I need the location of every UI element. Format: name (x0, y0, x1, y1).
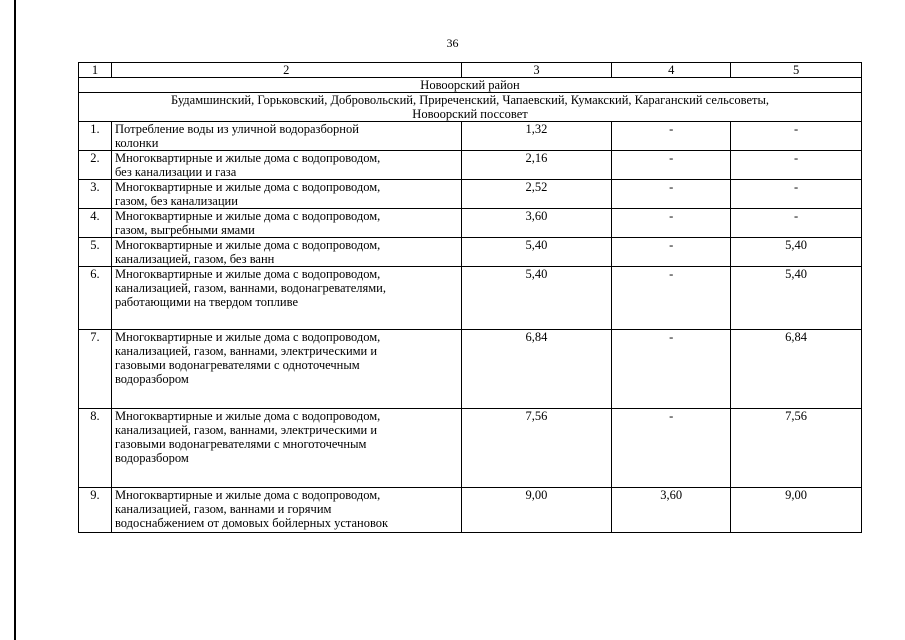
header-row (79, 63, 862, 78)
value-col-3: 9,00 (461, 488, 612, 533)
description-line: Многоквартирные и жилые дома с водопроводом, (114, 238, 381, 252)
left-margin-rule (14, 0, 16, 640)
row-number: 5. (79, 238, 112, 267)
row-number: 2. (79, 151, 112, 180)
description-line: газовыми водонагревателями с многоточечным (114, 437, 367, 451)
value-col-3: 6,84 (461, 330, 612, 409)
table-row (79, 122, 862, 151)
councils-row (79, 93, 862, 122)
row-description (111, 409, 461, 488)
row-number: 6. (79, 267, 112, 330)
value-col-5: 7,56 (731, 409, 862, 488)
row-description (111, 267, 461, 330)
description-line: Многоквартирные и жилые дома с водопроводом, (114, 180, 381, 194)
description-line: Многоквартирные и жилые дома с водопроводом, (114, 330, 381, 344)
value-col-5: 5,40 (731, 238, 862, 267)
value-col-3: 3,60 (461, 209, 612, 238)
value-col-4: - (612, 151, 731, 180)
value-col-4: 3,60 (612, 488, 731, 533)
value-col-4: - (612, 238, 731, 267)
row-number: 4. (79, 209, 112, 238)
value-col-4: - (612, 180, 731, 209)
description-line: канализацией, газом, ваннами, электрическими и (114, 344, 378, 358)
value-col-5: - (731, 151, 862, 180)
description-line: без канализации и газа (114, 165, 237, 179)
district-name: Новоорский район (79, 78, 862, 93)
value-col-5: - (731, 122, 862, 151)
value-col-5: - (731, 180, 862, 209)
description-line: водоразбором (114, 451, 189, 465)
description-line: канализацией, газом, ваннами, водонагревателями, (114, 281, 386, 295)
description-line: водоснабжением от домовых бойлерных установок (114, 516, 389, 530)
description-line: Многоквартирные и жилые дома с водопроводом, (114, 209, 381, 223)
value-col-4: - (612, 409, 731, 488)
description-line: водоразбором (114, 372, 189, 386)
value-col-5: 5,40 (731, 267, 862, 330)
row-description (111, 151, 461, 180)
district-row (79, 78, 862, 93)
description-line: Многоквартирные и жилые дома с водопроводом, (114, 409, 381, 423)
row-description (111, 180, 461, 209)
description-line: работающими на твердом топливе (114, 295, 298, 309)
description-line: Потребление воды из уличной водоразборной (114, 122, 359, 136)
description-line: газом, без канализации (114, 194, 238, 208)
councils-cell (79, 93, 862, 122)
description-line: канализацией, газом, ваннами и горячим (114, 502, 332, 516)
table-row (79, 330, 862, 409)
row-number: 1. (79, 122, 112, 151)
row-number: 7. (79, 330, 112, 409)
row-number: 9. (79, 488, 112, 533)
table-row (79, 238, 862, 267)
description-line: газом, выгребными ямами (114, 223, 255, 237)
header-cell-4: 4 (612, 63, 731, 78)
table-row (79, 180, 862, 209)
value-col-3: 7,56 (461, 409, 612, 488)
description-line: Многоквартирные и жилые дома с водопроводом, (114, 151, 381, 165)
header-cell-3: 3 (461, 63, 612, 78)
councils-line-1: Будамшинский, Горьковский, Добровольский, Приреченский, Чапаевский, Кумакский, Караганский сельсоветы, (170, 93, 770, 107)
row-description (111, 488, 461, 533)
value-col-3: 5,40 (461, 267, 612, 330)
header-cell-1: 1 (79, 63, 112, 78)
description-line: канализацией, газом, ваннами, электрическими и (114, 423, 378, 437)
value-col-5: 9,00 (731, 488, 862, 533)
table-row (79, 409, 862, 488)
table-row (79, 151, 862, 180)
value-col-5: 6,84 (731, 330, 862, 409)
value-col-4: - (612, 330, 731, 409)
norms-table (78, 62, 862, 533)
value-col-4: - (612, 122, 731, 151)
value-col-4: - (612, 267, 731, 330)
value-col-4: - (612, 209, 731, 238)
table-row (79, 267, 862, 330)
row-description (111, 330, 461, 409)
value-col-3: 5,40 (461, 238, 612, 267)
description-line: колонки (114, 136, 159, 150)
description-line: Многоквартирные и жилые дома с водопроводом, (114, 267, 381, 281)
description-line: Многоквартирные и жилые дома с водопроводом, (114, 488, 381, 502)
table-row (79, 209, 862, 238)
councils-line-2: Новоорский поссовет (412, 107, 528, 121)
description-line: канализацией, газом, без ванн (114, 252, 275, 266)
row-number: 8. (79, 409, 112, 488)
value-col-3: 1,32 (461, 122, 612, 151)
row-description (111, 122, 461, 151)
value-col-5: - (731, 209, 862, 238)
value-col-3: 2,52 (461, 180, 612, 209)
row-description (111, 209, 461, 238)
description-line: газовыми водонагревателями с одноточечным (114, 358, 360, 372)
row-number: 3. (79, 180, 112, 209)
header-cell-5: 5 (731, 63, 862, 78)
row-description (111, 238, 461, 267)
table-row (79, 488, 862, 533)
page-number: 36 (446, 36, 459, 50)
header-cell-2: 2 (111, 63, 461, 78)
value-col-3: 2,16 (461, 151, 612, 180)
